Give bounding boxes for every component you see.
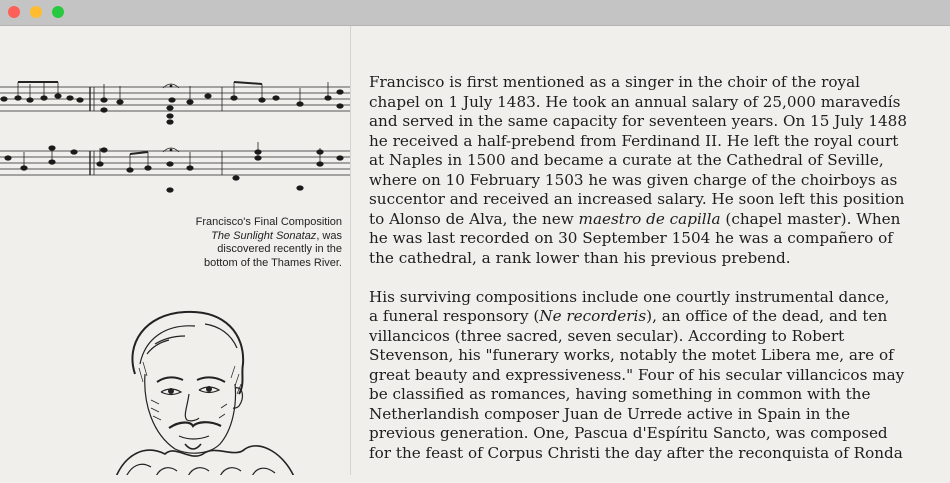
- text-fragment: ), an office of the dead, and ten: [646, 307, 888, 325]
- caption-line-2-rest: , was: [316, 229, 342, 242]
- text-line: at Naples in 1500 and became a curate at the Cathedral of Seville,: [369, 151, 884, 169]
- text-line: great beauty and expressiveness." Four of his secular villancicos may: [369, 365, 905, 384]
- text-line: previous generation. One, Pascua d'Espíritu Sancto, was composed: [369, 424, 888, 442]
- text-line: he received a half-prebend from Ferdinand II. He left the royal court: [369, 131, 899, 150]
- text-line: chapel on 1 July 1483. He took an annual salary of 25,000 maravedís: [369, 92, 901, 111]
- caption-composition-title: The Sunlight Sonataz: [211, 229, 317, 242]
- text-line: His surviving compositions include one courtly instrumental dance,: [369, 287, 890, 306]
- sidebar-figure-pane: [0, 26, 350, 475]
- close-window-button[interactable]: [8, 6, 20, 18]
- italic-term-maestro: maestro de capilla: [578, 209, 721, 228]
- italic-title-ne-recorderis: Ne recorderis: [539, 307, 647, 325]
- text-line: for the feast of Corpus Christi the day after the reconquista of Ronda: [369, 443, 903, 462]
- minimize-window-button[interactable]: [30, 6, 42, 18]
- text-line: [369, 307, 939, 327]
- text-line: he was last recorded on 30 September 1504 he was a compañero of: [369, 229, 893, 247]
- text-fragment: (chapel master). When: [720, 209, 901, 228]
- caption-line-3: discovered recently in the: [217, 243, 342, 255]
- sheet-music-image: [0, 78, 350, 228]
- text-line: Francisco is first mentioned as a singer in the choir of the royal: [369, 73, 860, 91]
- caption-line-4: bottom of the Thames River.: [204, 256, 342, 269]
- text-line: Stevenson, his "funerary works, notably the motet Libera me, are of: [369, 346, 894, 364]
- caption-line-1: Francisco's Final Composition: [195, 216, 342, 228]
- article-body: [369, 73, 939, 483]
- text-line: villancicos (three sacred, seven secular). According to Robert: [369, 326, 845, 345]
- text-line: succentor and received an increased salary. He soon left this position: [369, 190, 905, 208]
- pane-divider[interactable]: [350, 26, 351, 475]
- text-line: Netherlandish composer Juan de Urrede active in Spain in the: [369, 404, 851, 423]
- text-fragment: a funeral responsory (: [369, 307, 540, 325]
- text-line: be classified as romances, having something in common with the: [369, 385, 871, 403]
- engraved-portrait-image: [95, 304, 310, 475]
- figure-caption: [150, 216, 342, 270]
- paragraph-1: [369, 73, 939, 268]
- text-line: where on 10 February 1503 he was given charge of the choirboys as: [369, 170, 898, 189]
- zoom-window-button[interactable]: [52, 6, 64, 18]
- text-line: [369, 210, 939, 230]
- paragraph-2: [369, 288, 939, 464]
- text-fragment: to Alonso de Alva, the new: [369, 209, 579, 228]
- window-titlebar: [0, 0, 950, 26]
- text-line: the cathedral, a rank lower than his previous prebend.: [369, 248, 791, 267]
- text-line: and served in the same capacity for seventeen years. On 15 July 1488: [369, 112, 907, 130]
